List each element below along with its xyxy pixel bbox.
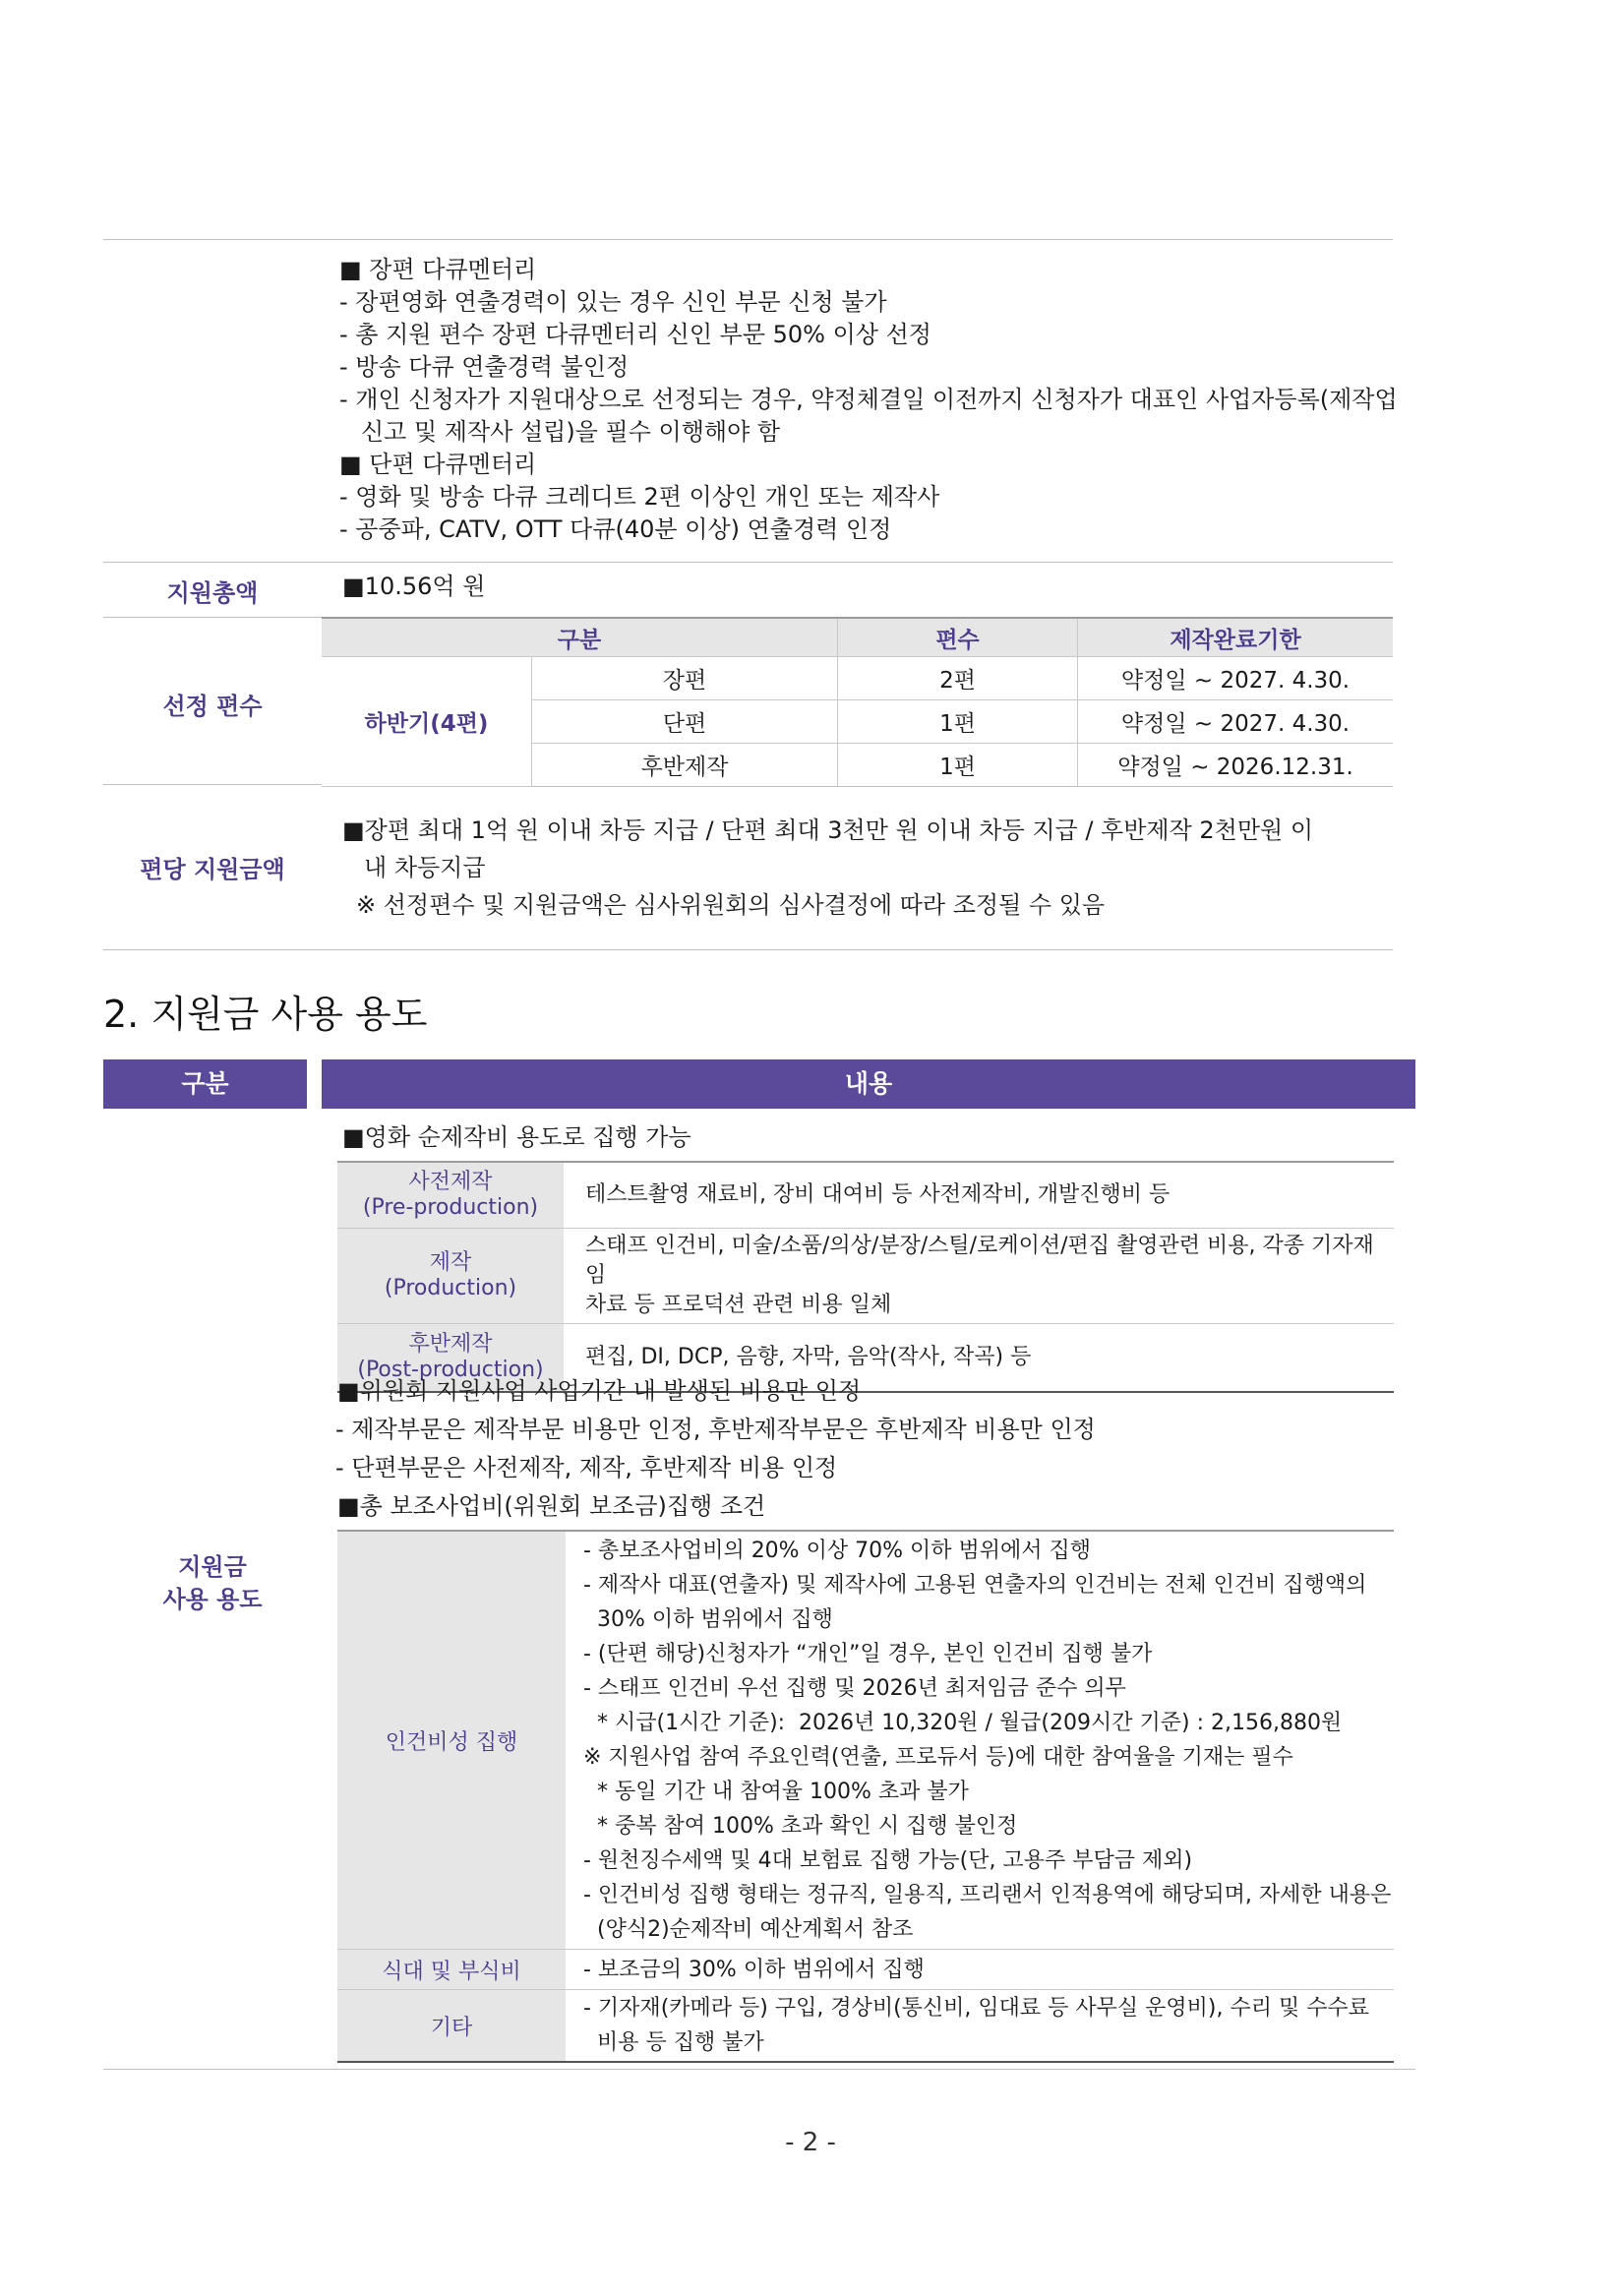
table-row (337, 1950, 1394, 1990)
stage-name-en: (Production) (384, 1276, 517, 1300)
period-cell: 하반기(4편) (322, 657, 532, 787)
deadline-cell: 약정일 ~ 2027. 4.30. (1078, 657, 1393, 700)
short-item: - 공중파, CATV, OTT 다큐(40분 이상) 연출경력 인정 (339, 515, 892, 543)
expense-desc (566, 1990, 1394, 2063)
expense-line: * 시급(1시간 기준): 2026년 10,320원 / 월급(209시간 기준) : 2,156,880원 (583, 1711, 1343, 1735)
table-row (337, 1990, 1394, 2063)
bottom-rule (103, 2069, 1415, 2070)
feature-item: - 총 지원 편수 장편 다큐멘터리 신인 부문 50% 이상 선정 (339, 321, 931, 348)
usage-rule: ■위원회 지원사업 사업기간 내 발생된 비용만 인정 (337, 1377, 862, 1405)
feature-doc-title: ■ 장편 다큐멘터리 (339, 256, 537, 283)
type-cell: 장편 (532, 657, 838, 700)
usage-row-label-line: 지원금 (178, 1553, 247, 1581)
usage-header-content: 내용 (322, 1059, 1415, 1109)
divider (103, 562, 1393, 563)
usage-intro: ■영화 순제작비 용도로 집행 가능 (342, 1123, 691, 1151)
feature-item: - 방송 다큐 연출경력 불인정 (339, 353, 630, 381)
stage-desc (564, 1229, 1394, 1324)
stage-desc-line: 차료 등 프로덕션 관련 비용 일체 (585, 1293, 892, 1317)
stage-name: 제작 (429, 1250, 472, 1275)
usage-rule: - 단편부문은 사전제작, 제작, 후반제작 비용 인정 (335, 1454, 838, 1481)
count-cell: 1편 (838, 700, 1078, 744)
table-row (322, 657, 1393, 700)
per-project-line: 내 차등지급 (364, 854, 486, 881)
usage-row-label (103, 1551, 322, 1616)
selection-table (322, 617, 1393, 787)
section-title: 2. 지원금 사용 용도 (103, 993, 428, 1036)
usage-rule: ■총 보조사업비(위원회 보조금)집행 조건 (337, 1492, 766, 1520)
header-count: 편수 (838, 618, 1078, 657)
eligibility-block (339, 254, 1398, 546)
stage-desc: 편집, DI, DCP, 음향, 자막, 음악(작사, 작곡) 등 (564, 1324, 1394, 1393)
usage-rule: - 제작부문은 제작부문 비용만 인정, 후반제작부문은 후반제작 비용만 인정 (335, 1416, 1096, 1443)
stage-table (337, 1161, 1394, 1393)
divider (103, 949, 1393, 950)
short-doc-title: ■ 단편 다큐멘터리 (339, 451, 537, 478)
stage-name-en: (Pre-production) (362, 1195, 539, 1220)
expense-line: - 제작사 대표(연출자) 및 제작사에 고용된 연출자의 인건비는 전체 인건비 집행액의 (583, 1573, 1367, 1598)
total-support-value: ■10.56억 원 (342, 573, 486, 600)
expense-label: 식대 및 부식비 (337, 1950, 566, 1990)
expense-line: - 기자재(카메라 등) 구입, 경상비(통신비, 임대료 등 사무실 운영비), 수리 및 수수료 (583, 1996, 1369, 2021)
expense-line: * 동일 기간 내 참여율 100% 초과 불가 (583, 1780, 969, 1804)
divider (103, 784, 322, 785)
count-cell: 2편 (838, 657, 1078, 700)
expense-line: - (단편 해당)신청자가 “개인”일 경우, 본인 인건비 집행 불가 (583, 1642, 1153, 1666)
expense-line: - 총보조사업비의 20% 이상 70% 이하 범위에서 집행 (583, 1539, 1091, 1563)
feature-item: - 장편영화 연출경력이 있는 경우 신인 부문 신청 불가 (339, 288, 887, 316)
deadline-cell: 약정일 ~ 2026.12.31. (1078, 744, 1393, 787)
per-project-label: 편당 지원금액 (140, 856, 285, 883)
expense-line: - 스태프 인건비 우선 집행 및 2026년 최저임금 준수 의무 (583, 1676, 1126, 1701)
usage-header-category: 구분 (103, 1059, 307, 1109)
stage-name-cell (337, 1162, 564, 1229)
per-project-note: ※ 선정편수 및 지원금액은 심사위원회의 심사결정에 따라 조정될 수 있음 (356, 891, 1106, 919)
usage-rules (337, 1372, 1096, 1526)
short-item: - 영화 및 방송 다큐 크레디트 2편 이상인 개인 또는 제작사 (339, 483, 940, 511)
divider (103, 617, 322, 618)
expense-line: (양식2)순제작비 예산계획서 참조 (583, 1917, 914, 1942)
count-cell: 1편 (838, 744, 1078, 787)
table-row (337, 1531, 1394, 1950)
expense-label: 인건비성 집행 (337, 1531, 566, 1950)
expense-table (337, 1530, 1394, 2063)
table-row (337, 1162, 1394, 1229)
expense-line: ※ 지원사업 참여 주요인력(연출, 프로듀서 등)에 대한 참여율을 기재는 필수 (583, 1745, 1293, 1770)
stage-name-en: (Post-production) (357, 1358, 544, 1382)
total-support-label: 지원총액 (166, 579, 259, 607)
feature-item: 신고 및 제작사 설립)을 필수 이행해야 함 (361, 418, 781, 446)
expense-desc: - 보조금의 30% 이하 범위에서 집행 (566, 1950, 1394, 1990)
expense-line: * 중복 참여 100% 초과 확인 시 집행 불인정 (583, 1814, 1018, 1839)
table-row (337, 1229, 1394, 1324)
per-project-line: ■장편 최대 1억 원 이내 차등 지급 / 단편 최대 3천만 원 이내 차등 지급 / 후반제작 2천만원 이 (342, 816, 1314, 844)
feature-item: - 개인 신청자가 지원대상으로 선정되는 경우, 약정체결일 이전까지 신청자가 대표인 사업자등록(제작업 (339, 386, 1398, 413)
stage-name: 후반제작 (408, 1332, 493, 1357)
stage-desc: 테스트촬영 재료비, 장비 대여비 등 사전제작비, 개발진행비 등 (564, 1162, 1394, 1229)
expense-line: 30% 이하 범위에서 집행 (583, 1607, 833, 1632)
type-cell: 단편 (532, 700, 838, 744)
deadline-cell: 약정일 ~ 2027. 4.30. (1078, 700, 1393, 744)
stage-desc-line: 스태프 인건비, 미술/소품/의상/분장/스틸/로케이션/편집 촬영관련 비용, 각종 기자재 임 (585, 1234, 1374, 1288)
expense-label: 기타 (337, 1990, 566, 2063)
stage-name-cell (337, 1229, 564, 1324)
stage-name: 사전제작 (408, 1170, 493, 1194)
per-project-block (342, 812, 1313, 924)
selection-label: 선정 편수 (162, 693, 263, 720)
expense-line: 비용 등 집행 불가 (583, 2030, 764, 2055)
usage-row-label-line: 사용 용도 (162, 1586, 263, 1613)
top-rule (103, 239, 1393, 240)
header-deadline: 제작완료기한 (1078, 618, 1393, 657)
expense-desc (566, 1531, 1394, 1950)
expense-line: - 원천징수세액 및 4대 보험료 집행 가능(단, 고용주 부담금 제외) (583, 1848, 1193, 1873)
header-category: 구분 (322, 618, 838, 657)
expense-line: - 인건비성 집행 형태는 정규직, 일용직, 프리랜서 인적용역에 해당되며, 자세한 내용은 (583, 1883, 1392, 1907)
type-cell: 후반제작 (532, 744, 838, 787)
page-number: - 2 - (785, 2128, 836, 2157)
